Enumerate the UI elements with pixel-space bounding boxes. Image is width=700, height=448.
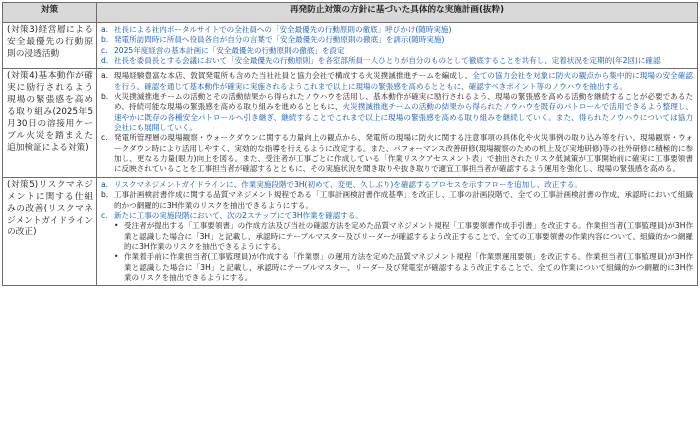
header-measure: 対策 — [3, 3, 97, 23]
item-text: 火災撲滅推進チームの活動とその活動結果から得られたノウハウを活用し、基本動作が確実に励行されるよう、現場の緊張感を高める活動を継続することが必要であるため、持続可能な現場の緊張感を高める取り組みを進めるとともに、 — [114, 92, 693, 112]
list-item — [101, 71, 693, 92]
list-item — [101, 46, 693, 56]
item-marker: a. — [101, 179, 109, 189]
sub-item-text: 受注者が提出する「工事要領書」の作成方法及び当社の確認方法を定めた品質マネジメント規程「工事要領書作成手引書」を改正する。作業担当者(工事監理員)が3H作業と認識した場合に「3H」と記載し、承認時にテーブルマスター及びリーダーが確認するよう改正することで、全ての工事要領書の作業内容について、組織的かつ網羅的に3H作業のリスクを抽出できるようにする。 — [124, 221, 693, 251]
list-item — [101, 180, 693, 190]
header-plan: 再発防止対策の方針に基づいた具体的な実施計画(抜粋) — [97, 3, 698, 23]
item-text-highlight: 新たに工事の実施段階において、次の2ステップにて3H作業を確認する。 — [114, 210, 363, 220]
item-marker: c. — [101, 45, 108, 55]
item-text: 2025年度経営の基本計画に「安全最優先の行動原則の徹底」を設定 — [114, 45, 345, 55]
list-item — [101, 25, 693, 35]
item-text-highlight: 全ての協力会社を対象に防火の観点から集中的に現場の安全確認を行う。確認を通じて基本動作が確実に実施されるようこれまで以上に現場の緊張感を高めるとともに、確認すべきポイント等のノウハウを抽出する。 — [114, 71, 693, 91]
item-marker: c. — [101, 210, 108, 220]
table-row — [3, 23, 698, 69]
plan-cell — [97, 177, 698, 285]
bullet-icon: • — [114, 252, 119, 262]
item-marker: a. — [101, 71, 109, 81]
item-marker: b. — [101, 35, 109, 45]
sub-list-item — [101, 252, 693, 283]
sub-list-item — [101, 221, 693, 252]
item-text: 発電所訪問時に所員へ役員各自が自分の言葉で「安全最優先の行動原則の徹底」を訓示(随時実施) — [114, 35, 445, 45]
item-marker: c. — [101, 133, 108, 143]
table-row — [3, 177, 698, 285]
item-text: 発電所管理層の現場観察・ウォークダウンに関する力量向上の観点から、発電所の現場に防火に関する注意事項の具体化や火災事例の取り込み等を行い、現場観察・ウォークダウン時により活用しやすく、実効的な指導を行えるように改定する。また、パフォーマンス改善研修(現場観察のための机上及び実地研修)等の社外研修に積極的に参加し、更なる力量(眼力)向上を図る。また、受注者が工事ごとに作成している「作業リスクアセスメント表」で抽出されたリスク低減策が工事開始前に確実に工事要領書に反映されていることを工事担当者が確認するとともに、その実施状況を聞き取りや抜き取りで適宜工事担当者が確認するよう運用を強化し、現場の緊張感を高める。 — [114, 133, 693, 174]
item-marker: b. — [101, 190, 109, 200]
list-item — [101, 35, 693, 45]
list-item — [101, 211, 693, 221]
item-marker: a. — [101, 25, 109, 34]
plan-cell — [97, 23, 698, 69]
list-item — [101, 190, 693, 211]
sub-item-text: 作業着手前に作業担当者(工事監理員)が作成する「作業票」の運用方法を定めた品質マネジメント規程「作業票運用要領」を改正する。作業担当者(工事監理員)が3H作業と認識した場合に「3H」と記載し、承認時にテーブルマスター、リーダー及び発電室が確認するよう改正することで、全ての作業について組織的かつ網羅的に3H作業のリスクを抽出できるようにする。 — [124, 252, 693, 282]
table-row — [3, 69, 698, 177]
list-item — [101, 133, 693, 174]
measure-label: (対策5)リスクマネジメントに関する仕組みの改善(リスクマネジメントガイドラインの改正) — [3, 177, 97, 285]
measure-label: (対策4)基本動作が確実に励行されるよう現場の緊張感を高める取り組み(2025年5月30日の溶接用ケーブル火災を踏まえた追加検証による対策) — [3, 69, 97, 177]
item-text-highlight: 火災撲滅推進チームの活動の結果から得られたノウハウを既存のパトロールで活用できるよう整理し、速やかに既存の各種安全パトロールへ引き継ぎ、継続することでこれまで以上に現場の緊張感を高める取り組みを継続していく。また、得られたノウハウについては協力会社にも展開していく。 — [114, 102, 694, 133]
measure-label: (対策3)経営層による安全最優先の行動原則の浸透活動 — [3, 23, 97, 69]
item-marker: d. — [101, 56, 109, 66]
table-header-row — [3, 3, 698, 23]
plan-cell — [97, 69, 698, 177]
item-text: 社長を委員長とする会議において「安全最優先の行動原則」を各室部所員一人ひとりが自分のものとして徹底することを共有し、定着状況を定期的(年2回)に確認 — [114, 56, 661, 66]
item-text: 工事計画検討書作成に関する品質マネジメント規程である「工事計画検討書作成基準」を改正し、工事の計画段階で、全ての工事計画検討書の作成、承認時において組織的かつ網羅的に3H作業のリスクを抽出できるようにする。 — [114, 190, 693, 210]
item-text: 社長による社内ポータルサイトでの全社員への「安全最優先の行動原則の徹底」呼びかけ(随時実施) — [114, 25, 452, 34]
bullet-icon: • — [114, 221, 119, 231]
item-text-highlight: リスクマネジメントガイドラインに、作業実施段階で3H(初めて、変更、久しぶり)を確認するプロセスを示すフローを追加し、改正する。 — [114, 179, 582, 189]
list-item — [101, 92, 693, 133]
countermeasure-table — [2, 2, 698, 286]
list-item — [101, 56, 693, 66]
item-text: 現場経験豊富な本店、敦賀発電所も含めた当社社員と協力会社で構成する火災撲滅推進チームを編成し、 — [114, 71, 473, 81]
item-marker: b. — [101, 92, 109, 102]
